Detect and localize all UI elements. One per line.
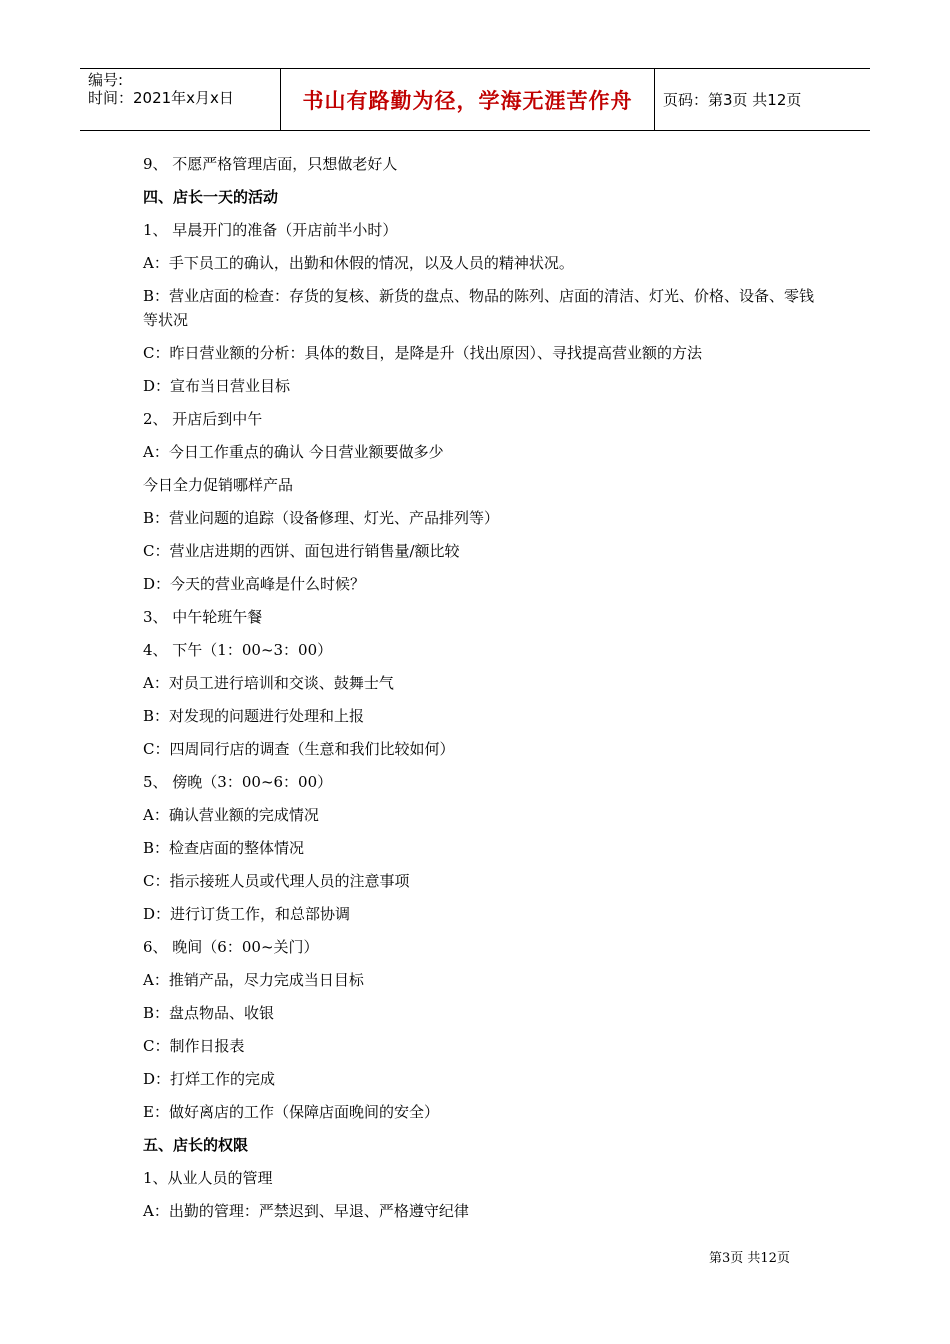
header-page-cell xyxy=(655,69,870,130)
body-paragraph: D：今天的营业高峰是什么时候？ xyxy=(143,575,366,593)
header-motto-cell xyxy=(280,69,655,130)
body-paragraph: C：昨日营业额的分析：具体的数目，是降是升（找出原因）、寻找提高营业额的方法 xyxy=(143,344,702,362)
body-paragraph: A：今日工作重点的确认 今日营业额要做多少 xyxy=(143,443,444,461)
body-paragraph: A：对员工进行培训和交谈、鼓舞士气 xyxy=(143,674,394,692)
body-paragraph: C：指示接班人员或代理人员的注意事项 xyxy=(143,872,410,890)
body-paragraph: A：推销产品，尽力完成当日目标 xyxy=(143,971,364,989)
body-paragraph: B：对发现的问题进行处理和上报 xyxy=(143,707,365,725)
body-paragraph: B：营业店面的检查：存货的复核、新货的盘点、物品的陈列、店面的清洁、灯光、价格、设备、零钱等状况 xyxy=(143,287,815,329)
body-paragraph: 3、 中午轮班午餐 xyxy=(143,608,263,626)
body-paragraph: C：四周同行店的调查（生意和我们比较如何） xyxy=(143,740,455,758)
header-meta-cell xyxy=(80,69,280,130)
body-paragraph: A：手下员工的确认，出勤和休假的情况，以及人员的精神状况。 xyxy=(143,254,574,272)
body-paragraph: D：进行订货工作，和总部协调 xyxy=(143,905,351,923)
body-paragraph: B：盘点物品、收银 xyxy=(143,1004,275,1022)
body-paragraph: C：营业店进期的西饼、面包进行销售量/额比较 xyxy=(143,542,460,560)
section-heading: 四、店长一天的活动 xyxy=(143,188,279,206)
body-paragraph: 2、 开店后到中午 xyxy=(143,410,263,428)
body-paragraph: 6、 晚间（6：00~关门） xyxy=(143,938,319,956)
body-paragraph: 1、 早晨开门的准备（开店前半小时） xyxy=(143,221,398,239)
body-paragraph: A：出勤的管理：严禁迟到、早退、严格遵守纪律 xyxy=(143,1202,469,1220)
body-paragraph: 1、从业人员的管理 xyxy=(143,1169,273,1187)
body-paragraph: 4、 下午（1：00~3：00） xyxy=(143,641,333,659)
header-page-number: 页码：第3页 共12页 xyxy=(663,91,802,109)
body-paragraph: B：营业问题的追踪（设备修理、灯光、产品排列等） xyxy=(143,509,500,527)
page-footer-number: 第3页 共12页 xyxy=(709,1251,790,1266)
section-heading: 五、店长的权限 xyxy=(143,1136,249,1154)
body-paragraph: 9、 不愿严格管理店面，只想做老好人 xyxy=(143,155,398,173)
body-paragraph: 5、 傍晚（3：00~6：00） xyxy=(143,773,333,791)
header-motto: 书山有路勤为径，学海无涯苦作舟 xyxy=(302,88,633,113)
document-body xyxy=(143,152,823,1232)
serial-number-label: 编号: xyxy=(88,71,124,89)
body-paragraph: E：做好离店的工作（保障店面晚间的安全） xyxy=(143,1103,439,1121)
body-paragraph: D：宣布当日营业目标 xyxy=(143,377,291,395)
body-paragraph: B：检查店面的整体情况 xyxy=(143,839,305,857)
date-label: 时间：2021年x月x日 xyxy=(88,89,234,107)
body-paragraph: C：制作日报表 xyxy=(143,1037,245,1055)
body-paragraph: D：打烊工作的完成 xyxy=(143,1070,276,1088)
body-paragraph: 今日全力促销哪样产品 xyxy=(143,476,294,494)
page-header xyxy=(80,68,870,131)
body-paragraph: A：确认营业额的完成情况 xyxy=(143,806,319,824)
